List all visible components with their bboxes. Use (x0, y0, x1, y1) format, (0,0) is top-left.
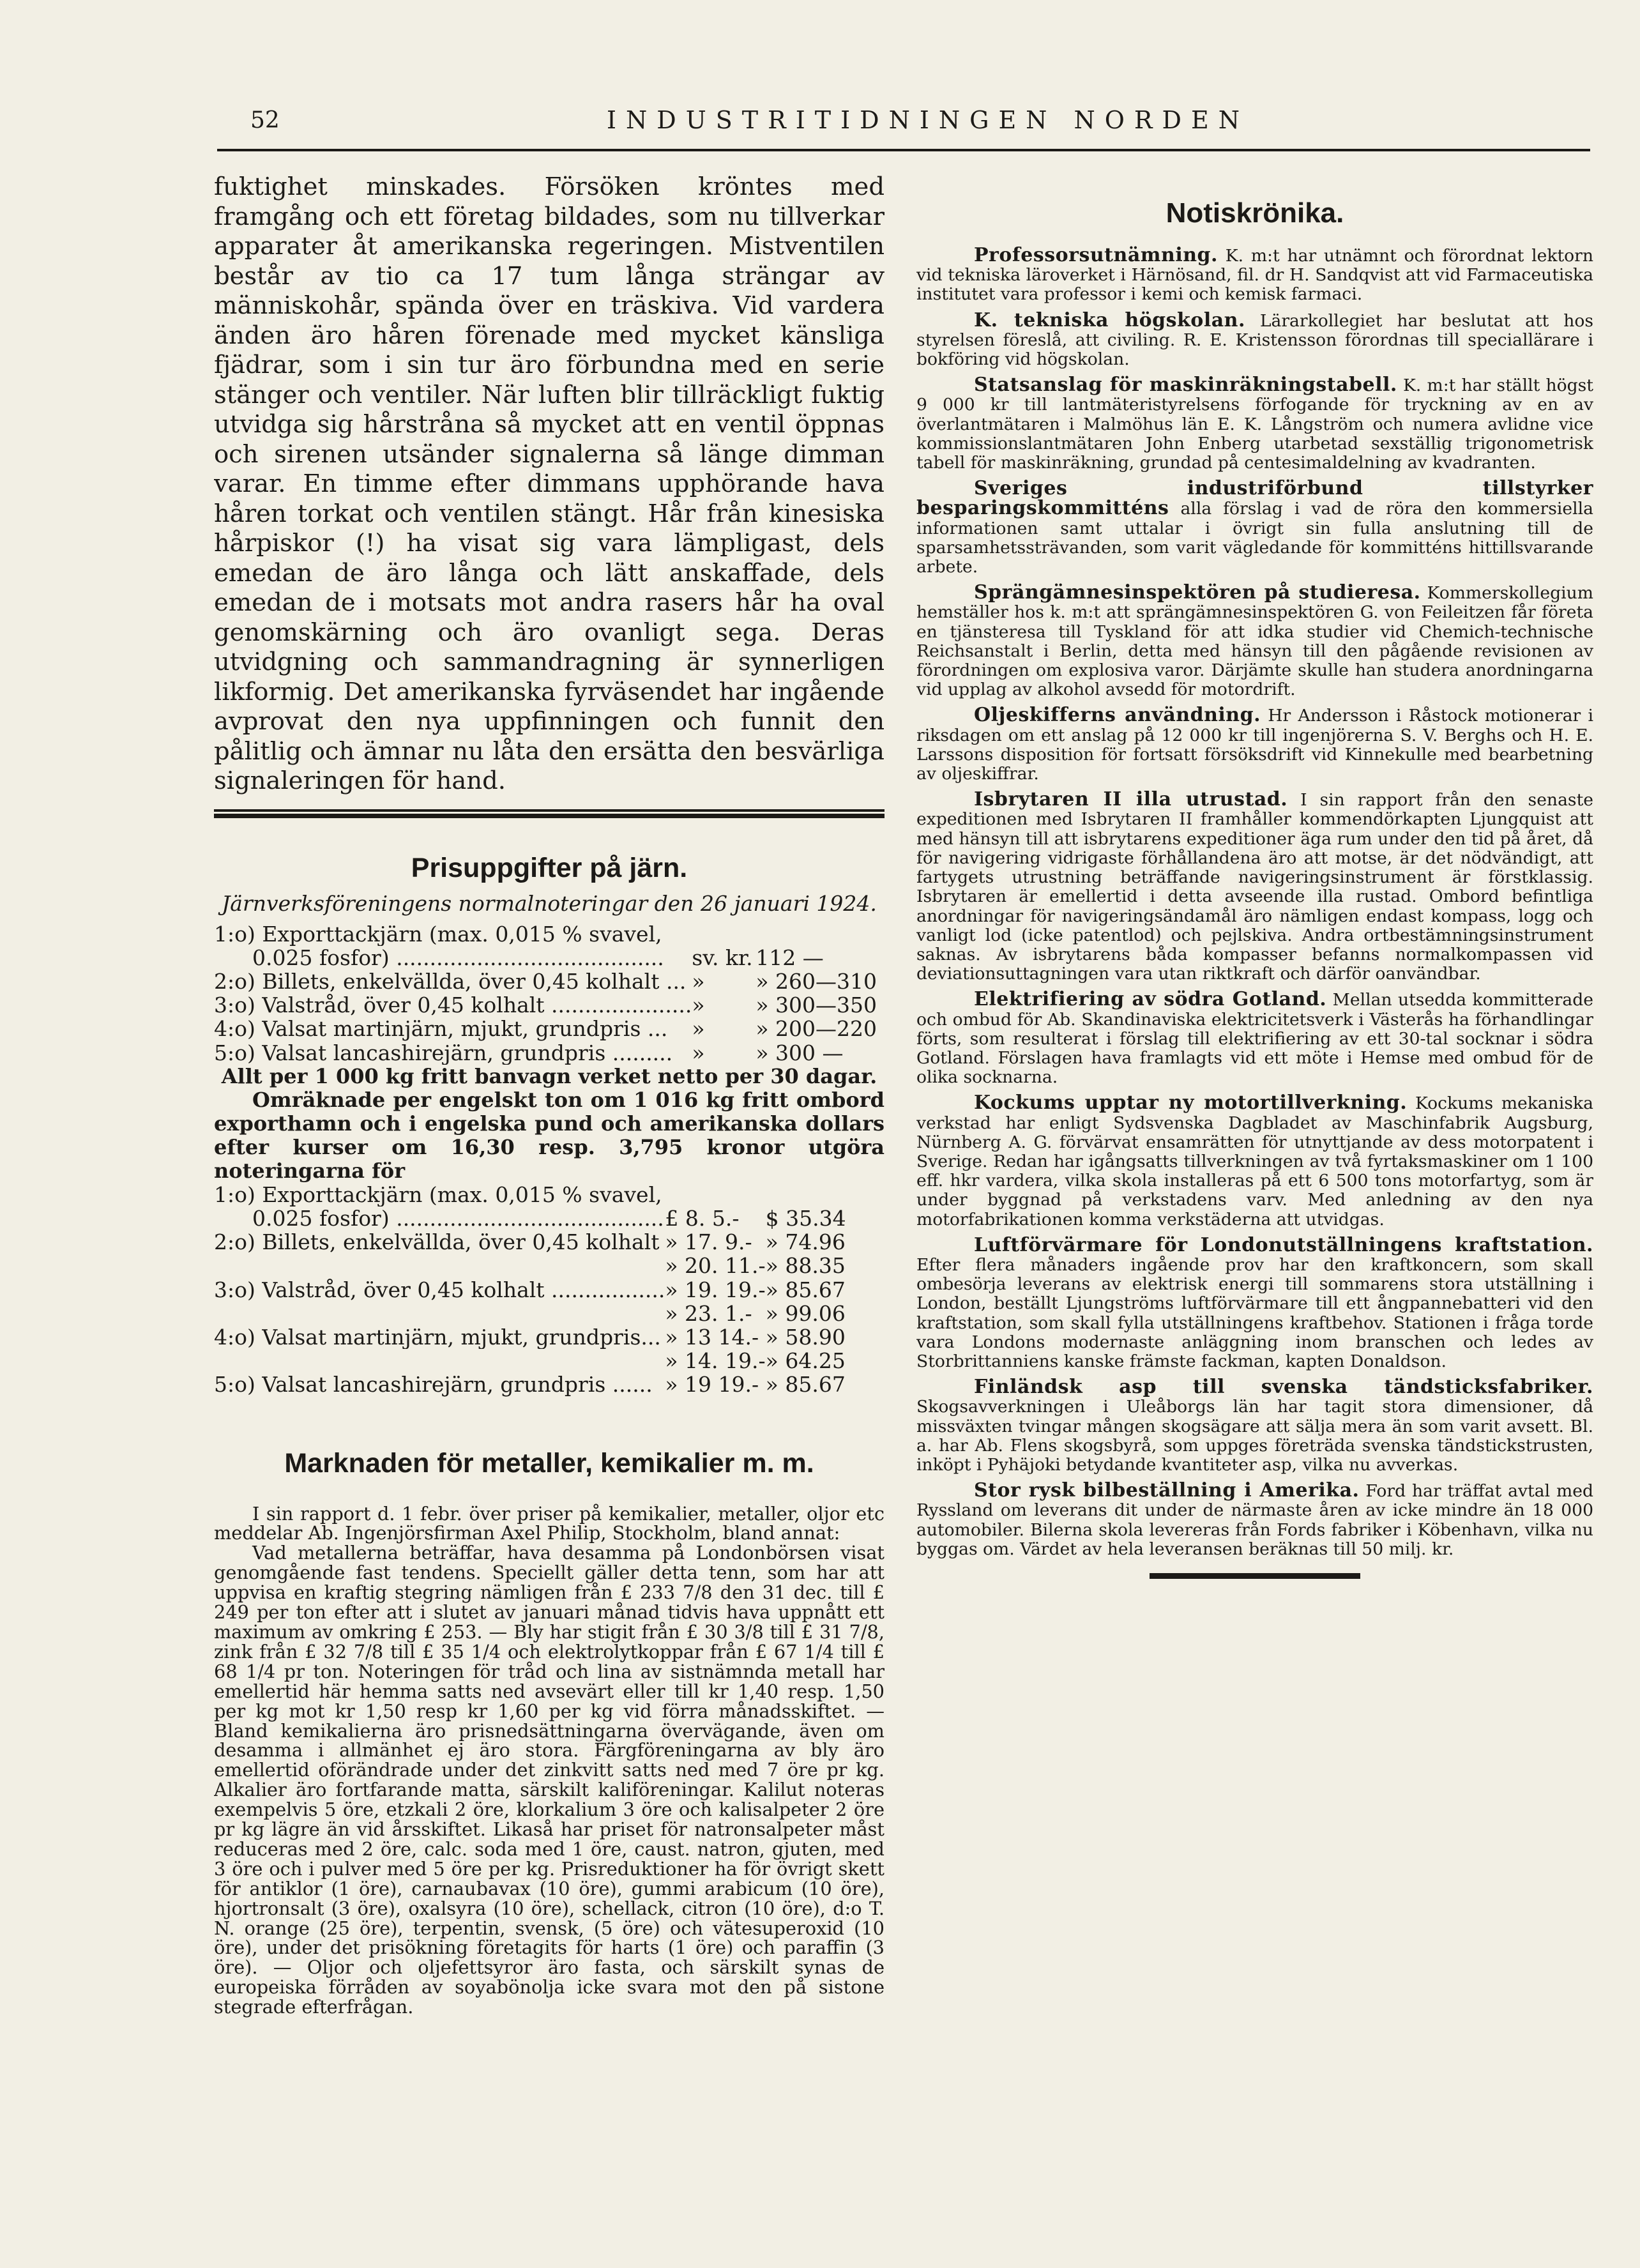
price-cell-label: 0.025 fosfor) ........................................ (252, 1206, 664, 1231)
right-column (916, 169, 1593, 2136)
end-rule (1150, 1573, 1360, 1579)
news-item-text: Efter flera månaders ingående prov har den kraftkoncern, som skall ombesörja leverans av elektrisk energi till sommarens stora utställning i London, beställt Ljungströms luftförvärmare till ett ångpannebatteri vid den kraftstation, som skall fylla utställningens kraftbehov. Stationen i fråga torde vara Londons modernaste anläggning inom branschen och ledes av Storbrittanniens kanske främste fackman, kapten Donaldson. (916, 1254, 1593, 1371)
header-rule (217, 149, 1590, 151)
price-cell-b (766, 1183, 885, 1206)
news-items (916, 246, 1593, 1559)
notiskronika-title: Notiskrönika. (1165, 197, 1344, 229)
price-cell-b: » 300—350 (755, 993, 877, 1018)
price-cell-label: 1:o) Exporttackjärn (max. 0,015 % svavel, (214, 922, 662, 946)
prices-note-delivery: Allt per 1 000 kg fritt banvagn verket netto per 30 dagar. (221, 1063, 877, 1088)
news-item (916, 308, 1593, 370)
news-item (916, 790, 1593, 984)
price-row-kronor (214, 946, 885, 970)
news-item (916, 246, 1593, 305)
news-item-heading: Sprängämnesinspektören på studieresa. (974, 581, 1421, 604)
metals-title: Marknaden för metaller, kemikalier m. m. (284, 1447, 814, 1479)
news-item-heading: Statsanslag för maskinräkningstabell. (974, 374, 1397, 397)
price-row-pounds (214, 1183, 885, 1206)
price-cell-label (214, 1349, 665, 1373)
price-cell-a: » (692, 1040, 705, 1065)
price-cell-label: 0.025 fosfor) ........................................ (252, 945, 664, 970)
price-cell-a: » 20. 11.- (665, 1253, 766, 1279)
price-cell-b: » 200—220 (755, 1016, 877, 1042)
price-cell-b: » 58.90 (765, 1324, 846, 1350)
news-item (916, 1093, 1593, 1229)
news-item-text: Kockums mekaniska verkstad har enligt Sydsvenska Dagbladet av Maschinfabrik Augsburg, Nürnberg A. G. förvärvat ensamrätten för utnyttjande av dess motorpatent i Sverige. Redan har igångsatts tillverkningen av två fyrtaksmaskiner om 1 100 eff. hkr vardera, vilka skola installeras på ett 6 500 tons motorfartyg, som är under byggnad på verkstadens varv. Med anledning av den nya motorfabrikationen komma verkstäderna att utvidgas. (916, 1093, 1593, 1229)
price-cell-b: 112 — (755, 945, 824, 970)
news-item-text: Kommerskollegium hemställer hos k. m:t att sprängämnesinspektören G. von Feileitzen får företa en tjänsteresa till Tyskland för att idka studier vid Chemich-technische Reichsanstalt i Berlin, detta med hänsyn till den pågående revisionen av förordningen om explosiva varor. Därjämte skulle han studera anordningarna vid upplag av alkohol avsedd för motordrift. (916, 583, 1593, 700)
news-item-text: alla förslag i vad de röra den kommersiella informationen samt uttalar i övrigt sin fulla anslutning till de sparsamhetssträvanden, som varit vägledande för kommitténs hittillsvarande arbete. (916, 499, 1593, 577)
price-cell-label: 4:o) Valsat martinjärn, mjukt, grundpris ... (214, 1017, 668, 1041)
price-row-pounds (214, 1373, 885, 1396)
price-cell-a: £ 8. 5.- (665, 1205, 740, 1231)
news-item-heading: Finländsk asp till svenska tändsticksfabriker. (974, 1376, 1593, 1399)
page-number: 52 (250, 107, 280, 133)
price-row-kronor (214, 1017, 885, 1040)
news-item-text: I sin rapport från den senaste expeditionen med Isbrytaren II framhåller kommendörkapten Ljungquist att med hänsyn till att isbrytarens expeditioner äga rum under den tid på året, då för navigering vidrigaste förhållandena äro att motse, är det nödvändigt, att fartygets utrustning beträffande navigeringsinstrument är förstklassig. Isbrytaren är emellertid i detta avseende illa rustad. Ombord befintliga anordningar för navigeringsändamål äro nämligen endast kompass, logg och vanligt lod (icke patentlod) och pejlskiva. Andra ortbestämningsinstrument saknas. Av isbrytarens båda kompasser befanns normalkompassen vid deviationsuttagningen vara utan riktkraft och därför oanvändbar. (916, 790, 1593, 984)
price-cell-a: » (692, 1016, 705, 1042)
prices-title: Prisuppgifter på järn. (411, 852, 688, 883)
price-cell-label: 2:o) Billets, enkelvällda, över 0,45 kolhalt ... (214, 969, 687, 994)
price-row-pounds (214, 1230, 885, 1254)
left-column (214, 172, 885, 2140)
price-cell-a: » (692, 968, 705, 994)
news-item-heading: Stor rysk bilbeställning i Amerika. (974, 1479, 1360, 1502)
price-row-pounds (214, 1302, 885, 1325)
price-cell-a: » 19. 19.- (665, 1277, 766, 1302)
prices-table-pounds-dollars (214, 1183, 885, 1397)
news-item (916, 1233, 1593, 1371)
news-item-text: Mellan utsedda kommitterade och ombud för Ab. Skandinaviska elektricitetsverk i Västerås ha förhandlingar förts, som resulterat i förslag till elektrifiering av ett 30-tal socknar i södra Gotland. Förslagen hava framlagts vid ett möte i Hemse med ombud för de olika socknarna. (916, 990, 1593, 1088)
price-cell-b: » 300 — (755, 1040, 844, 1065)
price-cell-label: 4:o) Valsat martinjärn, mjukt, grundpris... (214, 1325, 661, 1350)
price-cell-a: » 23. 1.- (665, 1300, 752, 1326)
metals-intro: I sin rapport d. 1 febr. över priser på kemikalier, metaller, oljor etc meddelar Ab. Ingenjörsfirman Axel Philip, Stockholm, bland annat: (214, 1502, 885, 1544)
news-item-text: Ford har träffat avtal med Ryssland om leverans dit under de närmaste åren av icke mindre än 18 000 automobiler. Bilerna skola levereras från Fords fabriker i Köbenhavn, vilka nu byggas om. Värdet av hela leveransen beräknas till 50 milj. kr. (916, 1481, 1593, 1559)
price-cell-b: » 99.06 (765, 1300, 846, 1326)
price-cell-a: » 13 14.- (665, 1324, 759, 1350)
price-cell-b: » 260—310 (755, 968, 877, 994)
price-cell-label: 5:o) Valsat lancashirejärn, grundpris ......... (214, 1040, 673, 1065)
price-row-kronor (214, 1041, 885, 1065)
news-item-text: K. m:t har utnämnt och förordnat lektorn vid tekniska läroverket i Härnösand, fil. dr H. Sandqvist att vid Farmaceutiska institutet vara professor i kemi och kemisk farmaci. (916, 246, 1593, 305)
news-item-heading: Sveriges industriförbund tillstyrker besparingskommitténs (916, 477, 1593, 520)
price-cell-label: 5:o) Valsat lancashirejärn, grundpris ...... (214, 1373, 653, 1397)
price-cell-label (214, 1302, 665, 1325)
price-cell-b: $ 35.34 (765, 1205, 846, 1231)
prices-section (214, 851, 885, 1397)
news-item (916, 990, 1593, 1087)
price-cell-a: » (692, 993, 705, 1018)
price-cell-a: » 14. 19.- (665, 1348, 766, 1374)
news-item (916, 706, 1593, 784)
price-cell-label: 1:o) Exporttackjärn (max. 0,015 % svavel, (214, 1182, 662, 1206)
news-item (916, 583, 1593, 699)
price-cell-a: » 19 19.- (665, 1372, 759, 1397)
price-cell-b: » 88.35 (765, 1253, 846, 1279)
price-cell-b: » 85.67 (765, 1372, 846, 1397)
news-item-heading: Luftförvärmare för Londonutställningens kraftstation. (974, 1233, 1593, 1256)
section-divider (214, 809, 885, 818)
news-item (916, 1481, 1593, 1559)
price-cell-label: 3:o) Valstråd, över 0,45 kolhalt ..................... (214, 993, 692, 1017)
price-cell-b: » 85.67 (765, 1277, 846, 1302)
price-row-kronor (214, 970, 885, 993)
price-row-pounds (214, 1206, 885, 1230)
price-row-kronor (214, 922, 885, 946)
news-item-heading: K. tekniska högskolan. (974, 308, 1245, 331)
prices-table-kronor (214, 922, 885, 1065)
news-item-text: Lärarkollegiet har beslutat att hos styrelsen föreslå, att civiling. R. E. Kristensson förordnas till speciallärare i bokföring vid högskolan. (916, 310, 1593, 370)
price-row-pounds (214, 1325, 885, 1349)
news-item (916, 479, 1593, 577)
news-item-heading: Oljeskifferns användning. (974, 704, 1261, 727)
news-item-text: Skogsavverkningen i Uleåborgs län har tagit stora dimensioner, då missväxten tvingar mången skogsägare att sälja mera än som varit avsett. Bl. a. har Ab. Flens skogsbyrå, som uppges företräda svenska tändstickstrusten, inköpt i Pyhäjoki betydande kvantiteter asp, vilka nu avverkas. (916, 1397, 1593, 1475)
news-item-heading: Isbrytaren II illa utrustad. (974, 788, 1288, 811)
price-row-pounds (214, 1254, 885, 1277)
price-cell-b (755, 922, 885, 946)
price-cell-a: sv. kr. (692, 945, 753, 970)
continued-article-text: fuktighet minskades. Försöken kröntes med framgång och ett företag bildades, som nu tillverkar apparater åt amerikanska regeringen. Mistventilen består av tio ca 17 tum långa strängar av människohår, spända över en träskiva. Vid vardera änden äro håren förenade med mycket känsliga fjädrar, som i sin tur äro förbundna med en serie stänger och ventiler. När luften blir tillräckligt fuktig utvidga sig hårstråna så mycket att en ventil öppnas och sirenen utsänder signalerna så länge dimman varar. En timme efter dimmans upphörande hava håren torkat och ventilen stängt. Hår från kinesiska hårpiskor (!) ha visat sig vara lämpligast, dels emedan de äro långa och lätt anskaffade, dels emedan de i motsats mot andra rasers hår ha oval genomskärning och äro ovanligt sega. Deras utvidgning och sammandragning är synnerligen likformig. Det amerikanska fyrväsendet har ingående avprovat den nya uppfinningen och funnit den pålitlig och ämnar nu låta den ersätta den besvärliga signaleringen för hand. (214, 172, 885, 795)
metals-body: Vad metallerna beträffar, hava desamma på Londonbörsen visat genomgående fast tendens. Speciellt gäller detta tenn, som har att uppvisa en kraftig stegring nämligen från £ 233 7/8 den 31 dec. till £ 249 per ton efter att i slutet av januari månad tidvis hava uppnått ett maximum av omkring £ 253. — Bly har stigit från £ 30 3/8 till £ 31 7/8, zink från £ 32 7/8 till £ 35 1/4 och elektrolytkoppar från £ 67 1/4 till £ 68 1/4 pr ton. Noteringen för tråd och lina av sistnämnda metall har emellertid här hemma satts ned avsevärt eller till kr 1,40 resp. 1,50 per kg mot kr 1,50 resp kr 1,60 per kg vid förra månadsskiftet. — Bland kemikalierna äro prisnedsättningarna övervägande, även om desamma i allmänhet ej äro stora. Färgföreningarna av bly äro emellertid oförändrade under det zinkvitt satts ned med 7 öre pr kg. Alkalier äro fortfarande matta, särskilt kaliföreningar. Kalilut noteras exempelvis 5 öre, etzkali 2 öre, klorkalium 3 öre och kalisalpeter 2 öre pr kg lägre än vid årsskiftet. Likaså har priset för natronsalpeter måst reduceras med 2 öre, calc. soda med 1 öre, caust. natron, gjuten, med 3 öre och i pulver med 5 öre per kg. Prisreduktioner ha för övrigt skett för antiklor (1 öre), carnaubavax (10 öre), gummi arabicum (10 öre), hjortronsalt (3 öre), oxalsyra (10 öre), schellack, citron (10 öre), d:o T. N. orange (25 öre), terpentin, svensk, (5 öre) och vätesuperoxid (10 öre), under det prisökning företagits för harts (1 öre) och paraffin (3 öre). — Oljor och oljefettsyror äro fasta, och särskilt synas de europeiska förråden av soyabönolja icke svara mot den på sistone stegrade efterfrågan. (214, 1542, 885, 2018)
news-item-heading: Elektrifiering av södra Gotland. (974, 988, 1327, 1011)
price-row-pounds (214, 1278, 885, 1302)
news-item (916, 1378, 1593, 1475)
price-row-pounds (214, 1349, 885, 1373)
price-cell-b: » 64.25 (765, 1348, 846, 1374)
prices-note-conversion: Omräknade per engelskt ton om 1 016 kg fritt ombord exporthamn och i engelska pund och amerikanska dollars efter kurser om 16,30 resp. 3,795 kronor utgöra noteringarna för (214, 1087, 885, 1183)
metals-section (214, 1447, 885, 2018)
price-cell-a (665, 1183, 765, 1206)
prices-subtitle: Järnverksföreningens normalnoteringar den 26 januari 1924. (222, 890, 877, 916)
price-cell-label: 3:o) Valstråd, över 0,45 kolhalt ................. (214, 1277, 665, 1302)
journal-title: INDUSTRITIDNINGEN NORDEN (607, 106, 1249, 134)
news-item-heading: Kockums upptar ny motortillverkning. (974, 1092, 1408, 1115)
news-item-text: Hr Andersson i Råstock motionerar i riksdagen om ett anslag på 12 000 kr till ingenjörerna S. V. Berghs och H. E. Larssons disposition för fortsatt försöksdrift vid Kinnekulle med bearbetning av oljeskiffrar. (916, 706, 1593, 784)
price-cell-a: » 17. 9.- (665, 1229, 752, 1255)
price-row-kronor (214, 993, 885, 1017)
price-cell-label (214, 1254, 665, 1277)
news-item-heading: Professorsutnämning. (974, 244, 1218, 266)
news-item (916, 376, 1593, 473)
news-item-text: K. m:t har ställt högst 9 000 kr till lantmäteristyrelsens förfogande för tryckning av en av överlantmätaren i Malmöhus län E. K. Långström och numera avlidne vice kommissionslantmätaren John Enberg utarbetad sexställig trigonometrisk tabell för maskinräkning, grundad på centesimaldelning av kvadranten. (916, 376, 1593, 473)
price-cell-b: » 74.96 (765, 1229, 846, 1255)
price-cell-a (692, 922, 755, 946)
price-cell-label: 2:o) Billets, enkelvällda, över 0,45 kolhalt (214, 1230, 660, 1254)
